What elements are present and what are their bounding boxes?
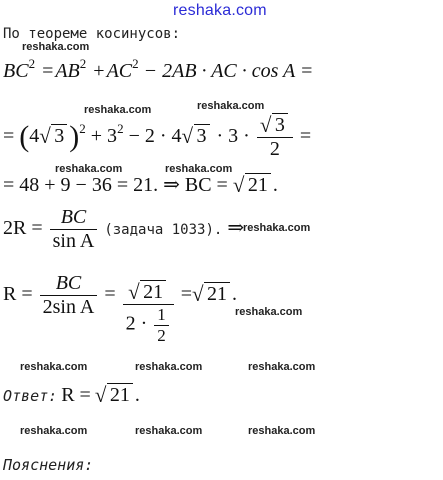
intro-text: По теореме косинусов: xyxy=(3,26,181,42)
equation-line-4 xyxy=(3,206,244,253)
math-arrow: ⇒ xyxy=(227,217,245,240)
site-title[interactable]: reshaka.com xyxy=(173,2,267,19)
math-exp: 2 xyxy=(117,121,124,137)
math-exp: 2 xyxy=(132,56,139,71)
equation-line-3: = 48 + 9 − 36 = 21. ⇒ BC = √ 21 . xyxy=(3,173,278,197)
math-r: R = xyxy=(61,384,91,406)
watermark: reshaka.com xyxy=(248,425,316,437)
watermark: reshaka.com xyxy=(197,100,265,112)
math-term: − 2 · 4 xyxy=(128,125,182,148)
math-result: = 48 + 9 − 36 = 21. ⇒ BC = xyxy=(3,174,228,196)
equation-line-5: R = $\frac{BC}{\text{2sin A}}$ = √ 21 2 · $\frac{1}{2}$ = √ 21 . xyxy=(3,272,238,345)
math-exp: 2 xyxy=(79,121,86,137)
sqrt-21: √ 21 xyxy=(192,283,230,306)
math-ab: AB xyxy=(55,60,80,82)
math-ac: AC xyxy=(106,60,133,82)
watermark: reshaka.com xyxy=(22,41,90,53)
sqrt-3: √ 3 xyxy=(39,125,67,148)
explanations-label: Пояснения: xyxy=(3,456,94,474)
math-r: R = xyxy=(3,283,33,306)
equation-line-2: = (4 √ 3 )$^2 + 3^2 - 2 \cdot 4$ √ 3 · 3 · √ 3 2 = xyxy=(3,113,312,160)
sqrt-21: √ 21 xyxy=(233,174,271,197)
watermark: reshaka.com xyxy=(135,425,203,437)
fraction-sqrt21-over-2-half: √ 21 2 · $\frac{1}{2}$ xyxy=(123,281,174,345)
watermark: reshaka.com xyxy=(243,222,311,234)
math-term: + 3 xyxy=(90,125,118,148)
watermark: reshaka.com xyxy=(235,306,303,318)
answer-label: Ответ: xyxy=(3,387,58,405)
math-2r: 2R = xyxy=(3,217,43,240)
math-paren: ) xyxy=(69,120,80,154)
fraction-bc-over-sina: $\frac{BC}{\text{sin A}}$ xyxy=(50,206,98,253)
math-cos-term: − 2AB · AC · cos A = xyxy=(143,60,314,82)
math-term: · 3 · xyxy=(216,125,250,148)
math-bc: BC xyxy=(3,60,29,82)
watermark: reshaka.com xyxy=(135,361,203,373)
task-reference[interactable]: (задача 1033). xyxy=(104,222,223,239)
equation-line-1: $BC^2 = AB^2 + AC^2 - 2AB$ · AC · cos A = xyxy=(3,56,314,82)
sqrt-3: √ 3 xyxy=(182,125,210,148)
fraction-sqrt3-over-2: √ 3 2 xyxy=(257,114,293,161)
sqrt-21: √ 21 xyxy=(95,384,133,407)
fraction-bc-over-2sina: $\frac{BC}{\text{2sin A}}$ xyxy=(40,272,98,319)
watermark: reshaka.com xyxy=(20,361,88,373)
math-number: 4 xyxy=(29,125,40,148)
math-exp: 2 xyxy=(28,56,36,71)
watermark: reshaka.com xyxy=(165,163,233,175)
answer-line: Ответ: R = √ 21 . xyxy=(3,383,140,407)
watermark: reshaka.com xyxy=(84,104,152,116)
math-exp: 2 xyxy=(79,56,87,71)
watermark: reshaka.com xyxy=(55,163,123,175)
watermark: reshaka.com xyxy=(248,361,316,373)
math-paren: ( xyxy=(19,120,30,154)
watermark: reshaka.com xyxy=(20,425,88,437)
